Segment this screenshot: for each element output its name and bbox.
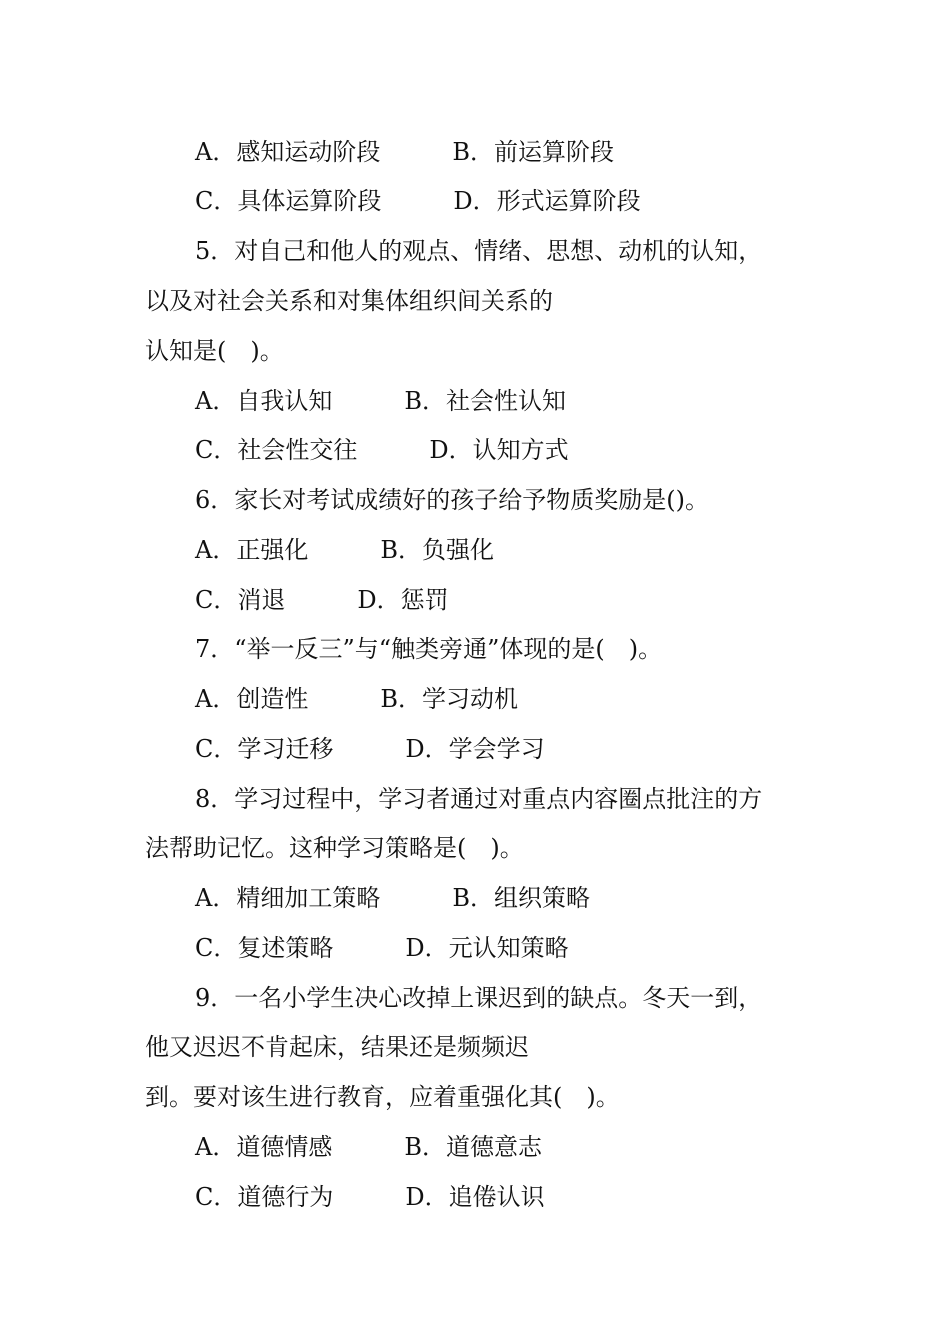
question-text: 到。要对该生进行教育，应着重强化其( )。 xyxy=(145,1083,620,1111)
option-line: A．感知运动阶段 B．前运算阶段 xyxy=(195,138,614,166)
option-line: C．具体运算阶段 D．形式运算阶段 xyxy=(195,187,641,215)
option-line: C．学习迁移 D．学会学习 xyxy=(195,735,545,763)
option-line: C．复述策略 D．元认知策略 xyxy=(195,934,569,962)
question-text: 法帮助记忆。这种学习策略是( )。 xyxy=(145,834,524,862)
option-line: C．道德行为 D．追倦认识 xyxy=(195,1183,545,1211)
option-line: A．精细加工策略 B．组织策略 xyxy=(195,884,590,912)
question-text: 9．一名小学生决心改掉上课迟到的缺点。冬天一到， xyxy=(195,984,763,1012)
question-text: 7．“举一反三”与“触类旁通”体现的是( )。 xyxy=(195,635,663,663)
option-line: A．道德情感 B．道德意志 xyxy=(195,1133,542,1161)
question-text: 8．学习过程中，学习者通过对重点内容圈点批注的方 xyxy=(195,785,763,813)
option-line: A．正强化 B．负强化 xyxy=(195,536,494,564)
option-line: A．创造性 B．学习动机 xyxy=(195,685,518,713)
option-line: A．自我认知 B．社会性认知 xyxy=(195,387,566,415)
option-line: C．社会性交往 D．认知方式 xyxy=(195,436,569,464)
question-text: 5．对自己和他人的观点、情绪、思想、动机的认知， xyxy=(195,237,763,265)
question-text: 6．家长对考试成绩好的孩子给予物质奖励是()。 xyxy=(195,486,709,514)
option-line: C．消退 D．惩罚 xyxy=(195,586,449,614)
question-text: 认知是( )。 xyxy=(145,337,284,365)
question-text: 以及对社会关系和对集体组织间关系的 xyxy=(145,287,553,315)
question-text: 他又迟迟不肯起床，结果还是频频迟 xyxy=(145,1033,529,1061)
